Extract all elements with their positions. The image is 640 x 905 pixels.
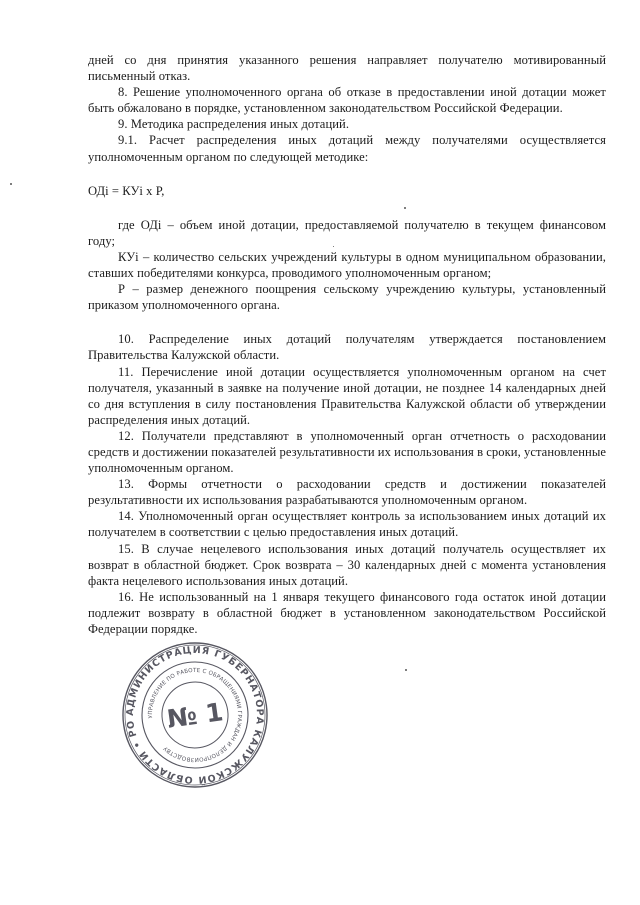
paragraph-9: 9. Методика распределения иных дотаций. bbox=[118, 117, 350, 132]
scan-speck bbox=[405, 669, 407, 671]
definition-kui: КУi – количество сельских учреждений культуры в одном муниципальном образовании, ставших победителями конкурса, проводимого уполномоченным органом; bbox=[88, 249, 606, 281]
seal-outer-text: АДМИНИСТРАЦИЯ ГУБЕРНАТОРА КАЛУЖСКОЙ ОБЛАСТИ • РОССИЙСКАЯ bbox=[124, 644, 266, 786]
document-body bbox=[88, 52, 606, 637]
paragraph-15: 15. В случае нецелевого использования иных дотаций получатель осуществляет их возврат в областной бюджет. Срок возврата – 30 календарных дней с момента установления факта нецелевого использования иных дотаций. bbox=[88, 541, 606, 588]
paragraph-9-1: 9.1. Расчет распределения иных дотаций между получателями осуществляется уполномоченным органом по следующей методике: bbox=[88, 133, 606, 164]
paragraph-12: 12. Получатели представляют в уполномоченный орган отчетность о расходовании средств и достижении показателей результативности их использования в сроки, установленные уполномоченным органом. bbox=[88, 428, 606, 476]
official-seal-stamp bbox=[120, 640, 270, 790]
paragraph-8: 8. Решение уполномоченного органа об отказе в предоставлении иной дотации может быть обжаловано в порядке, установленном законодательством Российской Федерации. bbox=[88, 85, 606, 116]
formula: ОДi = КУi х Р, bbox=[88, 183, 165, 198]
paragraph-14: 14. Уполномоченный орган осуществляет контроль за использованием иных дотаций их получателем в соответствии с целью предоставления иных дотаций. bbox=[88, 509, 606, 540]
paragraph-11: 11. Перечисление иной дотации осуществляется уполномоченным органом на счет получателя, указанный в заявке на получение иной дотации, не позднее 14 календарных дней со дня вступления в силу постановления Правительства Калужской области об утверждении распределения иных дотаций. bbox=[88, 364, 606, 427]
paragraph-13: 13. Формы отчетности о расходовании средств и достижении показателей результативности их использования разрабатываются уполномоченным органом. bbox=[88, 477, 606, 508]
seal-number: № 1 bbox=[165, 697, 225, 734]
definition-p: Р – размер денежного поощрения сельскому учреждению культуры, установленный приказом уполномоченного органа. bbox=[88, 282, 606, 313]
scan-speck bbox=[10, 183, 12, 185]
scan-speck bbox=[333, 246, 334, 247]
seal-inner-text: УПРАВЛЕНИЕ ПО РАБОТЕ С ОБРАЩЕНИЯМИ ГРАЖДАН И ДЕЛОПРОИЗВОДСТВУ bbox=[147, 667, 243, 763]
paragraph-16: 16. Не использованный на 1 января текущего финансового года остаток иной дотации подлежит возврату в областной бюджет в установленном законодательством Российской Федерации порядке. bbox=[88, 589, 606, 636]
paragraph-10: 10. Распределение иных дотаций получателям утверждается постановлением Правительства Калужской области. bbox=[88, 332, 606, 363]
scan-speck bbox=[404, 207, 406, 209]
paragraph-continuation: дней со дня принятия указанного решения направляет получателю мотивированный письменный отказ. bbox=[88, 53, 606, 84]
definition-odi: где ОДi – объем иной дотации, предоставляемой получателю в текущем финансовом году; bbox=[88, 217, 606, 248]
